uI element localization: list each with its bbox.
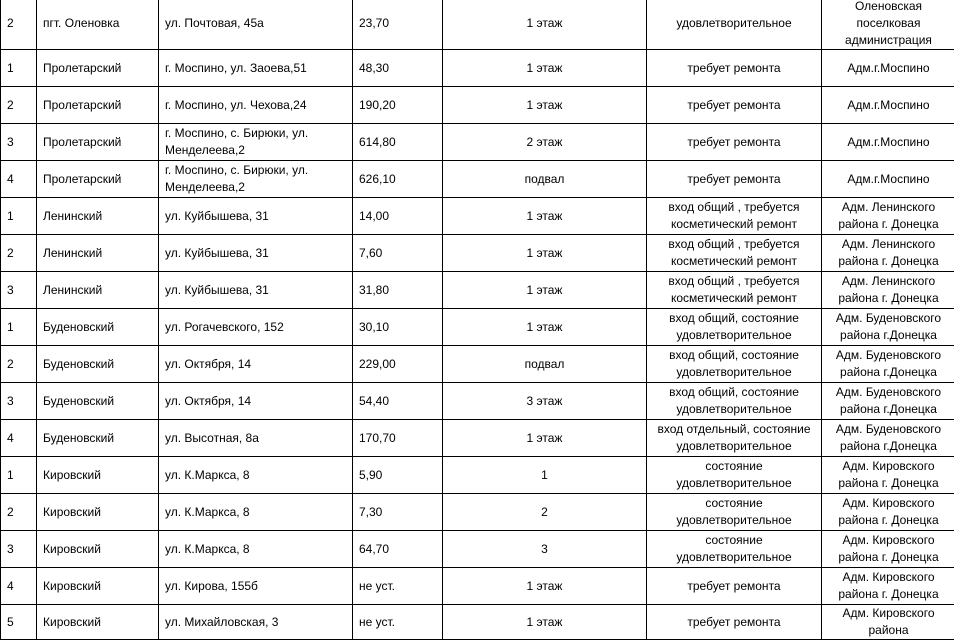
table-row bbox=[1, 87, 954, 124]
condition-cell: состояние удовлетворительное bbox=[647, 457, 822, 494]
table-row bbox=[1, 0, 954, 50]
floor-cell: 1 этаж bbox=[443, 272, 647, 309]
owner-cell: Адм. Ленинского района г. Донецка bbox=[822, 198, 954, 235]
district-cell: Ленинский bbox=[37, 198, 159, 235]
area-cell: 31,80 bbox=[353, 272, 443, 309]
owner-cell: Адм. Буденовского района г.Донецка bbox=[822, 420, 954, 457]
table-row bbox=[1, 309, 954, 346]
floor-cell: 1 этаж bbox=[443, 568, 647, 605]
owner-cell: Адм. Кировского района г. Донецка bbox=[822, 494, 954, 531]
district-cell: Кировский bbox=[37, 531, 159, 568]
address-cell: ул. К.Маркса, 8 bbox=[159, 531, 353, 568]
row-number-cell: 1 bbox=[1, 198, 37, 235]
table-row bbox=[1, 272, 954, 309]
owner-cell: Адм. Ленинского района г. Донецка bbox=[822, 272, 954, 309]
floor-cell: 1 этаж bbox=[443, 420, 647, 457]
district-cell: Ленинский bbox=[37, 235, 159, 272]
area-cell: 64,70 bbox=[353, 531, 443, 568]
floor-cell: 1 этаж bbox=[443, 0, 647, 50]
condition-cell: требует ремонта bbox=[647, 605, 822, 640]
area-cell: 170,70 bbox=[353, 420, 443, 457]
row-number-cell: 1 bbox=[1, 50, 37, 87]
district-cell: Пролетарский bbox=[37, 124, 159, 161]
condition-cell: вход общий , требуется косметический ремонт bbox=[647, 235, 822, 272]
district-cell: Буденовский bbox=[37, 383, 159, 420]
condition-cell: требует ремонта bbox=[647, 50, 822, 87]
address-cell: ул. Октября, 14 bbox=[159, 383, 353, 420]
row-number-cell: 4 bbox=[1, 420, 37, 457]
table-row bbox=[1, 531, 954, 568]
table-row bbox=[1, 235, 954, 272]
row-number-cell: 2 bbox=[1, 0, 37, 50]
condition-cell: вход общий, состояние удовлетворительное bbox=[647, 383, 822, 420]
area-cell: 7,30 bbox=[353, 494, 443, 531]
row-number-cell: 3 bbox=[1, 383, 37, 420]
address-cell: ул. Михайловская, 3 bbox=[159, 605, 353, 640]
owner-cell: Адм. Буденовского района г.Донецка bbox=[822, 309, 954, 346]
area-cell: 5,90 bbox=[353, 457, 443, 494]
floor-cell: 3 этаж bbox=[443, 383, 647, 420]
owner-cell: Адм. Кировского района г. Донецка bbox=[822, 457, 954, 494]
floor-cell: 3 bbox=[443, 531, 647, 568]
owner-cell: Адм. Буденовского района г.Донецка bbox=[822, 346, 954, 383]
address-cell: ул. Куйбышева, 31 bbox=[159, 235, 353, 272]
address-cell: г. Моспино, ул. Заоева,51 bbox=[159, 50, 353, 87]
row-number-cell: 4 bbox=[1, 568, 37, 605]
district-cell: Пролетарский bbox=[37, 161, 159, 198]
district-cell: Буденовский bbox=[37, 420, 159, 457]
table-row bbox=[1, 420, 954, 457]
condition-cell: требует ремонта bbox=[647, 161, 822, 198]
floor-cell: 1 этаж bbox=[443, 50, 647, 87]
row-number-cell: 1 bbox=[1, 457, 37, 494]
owner-cell: Адм. Кировского района г. Донецка bbox=[822, 568, 954, 605]
district-cell: Кировский bbox=[37, 457, 159, 494]
owner-cell: Адм.г.Моспино bbox=[822, 161, 954, 198]
floor-cell: 2 этаж bbox=[443, 124, 647, 161]
district-cell: Буденовский bbox=[37, 309, 159, 346]
condition-cell: вход отдельный, состояние удовлетворительное bbox=[647, 420, 822, 457]
owner-cell: Адм. Кировского района г. Донецка bbox=[822, 531, 954, 568]
owner-cell: Адм. Ленинского района г. Донецка bbox=[822, 235, 954, 272]
condition-cell: требует ремонта bbox=[647, 87, 822, 124]
address-cell: г. Моспино, с. Бирюки, ул. Менделеева,2 bbox=[159, 124, 353, 161]
floor-cell: подвал bbox=[443, 161, 647, 198]
area-cell: 626,10 bbox=[353, 161, 443, 198]
address-cell: ул. Высотная, 8а bbox=[159, 420, 353, 457]
row-number-cell: 4 bbox=[1, 161, 37, 198]
area-cell: 229,00 bbox=[353, 346, 443, 383]
owner-cell: Адм.г.Моспино bbox=[822, 50, 954, 87]
floor-cell: 1 bbox=[443, 457, 647, 494]
area-cell: 614,80 bbox=[353, 124, 443, 161]
address-cell: ул. Кирова, 155б bbox=[159, 568, 353, 605]
district-cell: Пролетарский bbox=[37, 87, 159, 124]
district-cell: Буденовский bbox=[37, 346, 159, 383]
area-cell: 23,70 bbox=[353, 0, 443, 50]
owner-cell: Адм.г.Моспино bbox=[822, 87, 954, 124]
area-cell: не уст. bbox=[353, 568, 443, 605]
floor-cell: 1 этаж bbox=[443, 235, 647, 272]
district-cell: пгт. Оленовка bbox=[37, 0, 159, 50]
district-cell: Кировский bbox=[37, 494, 159, 531]
address-cell: ул. К.Маркса, 8 bbox=[159, 494, 353, 531]
row-number-cell: 3 bbox=[1, 531, 37, 568]
table-row bbox=[1, 346, 954, 383]
condition-cell: требует ремонта bbox=[647, 568, 822, 605]
area-cell: 30,10 bbox=[353, 309, 443, 346]
address-cell: ул. Куйбышева, 31 bbox=[159, 198, 353, 235]
area-cell: 7,60 bbox=[353, 235, 443, 272]
floor-cell: 2 bbox=[443, 494, 647, 531]
area-cell: 48,30 bbox=[353, 50, 443, 87]
condition-cell: состояние удовлетворительное bbox=[647, 494, 822, 531]
address-cell: ул. Почтовая, 45а bbox=[159, 0, 353, 50]
floor-cell: подвал bbox=[443, 346, 647, 383]
condition-cell: состояние удовлетворительное bbox=[647, 531, 822, 568]
condition-cell: вход общий , требуется косметический ремонт bbox=[647, 272, 822, 309]
table-row bbox=[1, 198, 954, 235]
address-cell: ул. Куйбышева, 31 bbox=[159, 272, 353, 309]
address-cell: ул. Октября, 14 bbox=[159, 346, 353, 383]
condition-cell: вход общий, состояние удовлетворительное bbox=[647, 346, 822, 383]
owner-cell: Адм. Буденовского района г.Донецка bbox=[822, 383, 954, 420]
condition-cell: вход общий, состояние удовлетворительное bbox=[647, 309, 822, 346]
table-row bbox=[1, 124, 954, 161]
area-cell: не уст. bbox=[353, 605, 443, 640]
table-body bbox=[1, 0, 954, 640]
condition-cell: требует ремонта bbox=[647, 124, 822, 161]
table-row bbox=[1, 568, 954, 605]
row-number-cell: 2 bbox=[1, 346, 37, 383]
address-cell: г. Моспино, с. Бирюки, ул. Менделеева,2 bbox=[159, 161, 353, 198]
floor-cell: 1 этаж bbox=[443, 87, 647, 124]
district-cell: Кировский bbox=[37, 568, 159, 605]
owner-cell: Оленовская поселковая администрация bbox=[822, 0, 954, 50]
owner-cell: Адм. Кировского района bbox=[822, 605, 954, 640]
address-cell: г. Моспино, ул. Чехова,24 bbox=[159, 87, 353, 124]
district-cell: Пролетарский bbox=[37, 50, 159, 87]
address-cell: ул. Рогачевского, 152 bbox=[159, 309, 353, 346]
row-number-cell: 5 bbox=[1, 605, 37, 640]
row-number-cell: 2 bbox=[1, 87, 37, 124]
table-row bbox=[1, 50, 954, 87]
floor-cell: 1 этаж bbox=[443, 605, 647, 640]
table-row bbox=[1, 494, 954, 531]
table-row bbox=[1, 605, 954, 640]
area-cell: 14,00 bbox=[353, 198, 443, 235]
floor-cell: 1 этаж bbox=[443, 198, 647, 235]
condition-cell: вход общий , требуется косметический ремонт bbox=[647, 198, 822, 235]
row-number-cell: 2 bbox=[1, 494, 37, 531]
district-cell: Ленинский bbox=[37, 272, 159, 309]
table-row bbox=[1, 457, 954, 494]
row-number-cell: 3 bbox=[1, 124, 37, 161]
row-number-cell: 1 bbox=[1, 309, 37, 346]
condition-cell: удовлетворительное bbox=[647, 0, 822, 50]
row-number-cell: 2 bbox=[1, 235, 37, 272]
table-row bbox=[1, 383, 954, 420]
row-number-cell: 3 bbox=[1, 272, 37, 309]
owner-cell: Адм.г.Моспино bbox=[822, 124, 954, 161]
district-cell: Кировский bbox=[37, 605, 159, 640]
area-cell: 54,40 bbox=[353, 383, 443, 420]
address-cell: ул. К.Маркса, 8 bbox=[159, 457, 353, 494]
floor-cell: 1 этаж bbox=[443, 309, 647, 346]
area-cell: 190,20 bbox=[353, 87, 443, 124]
table-row bbox=[1, 161, 954, 198]
